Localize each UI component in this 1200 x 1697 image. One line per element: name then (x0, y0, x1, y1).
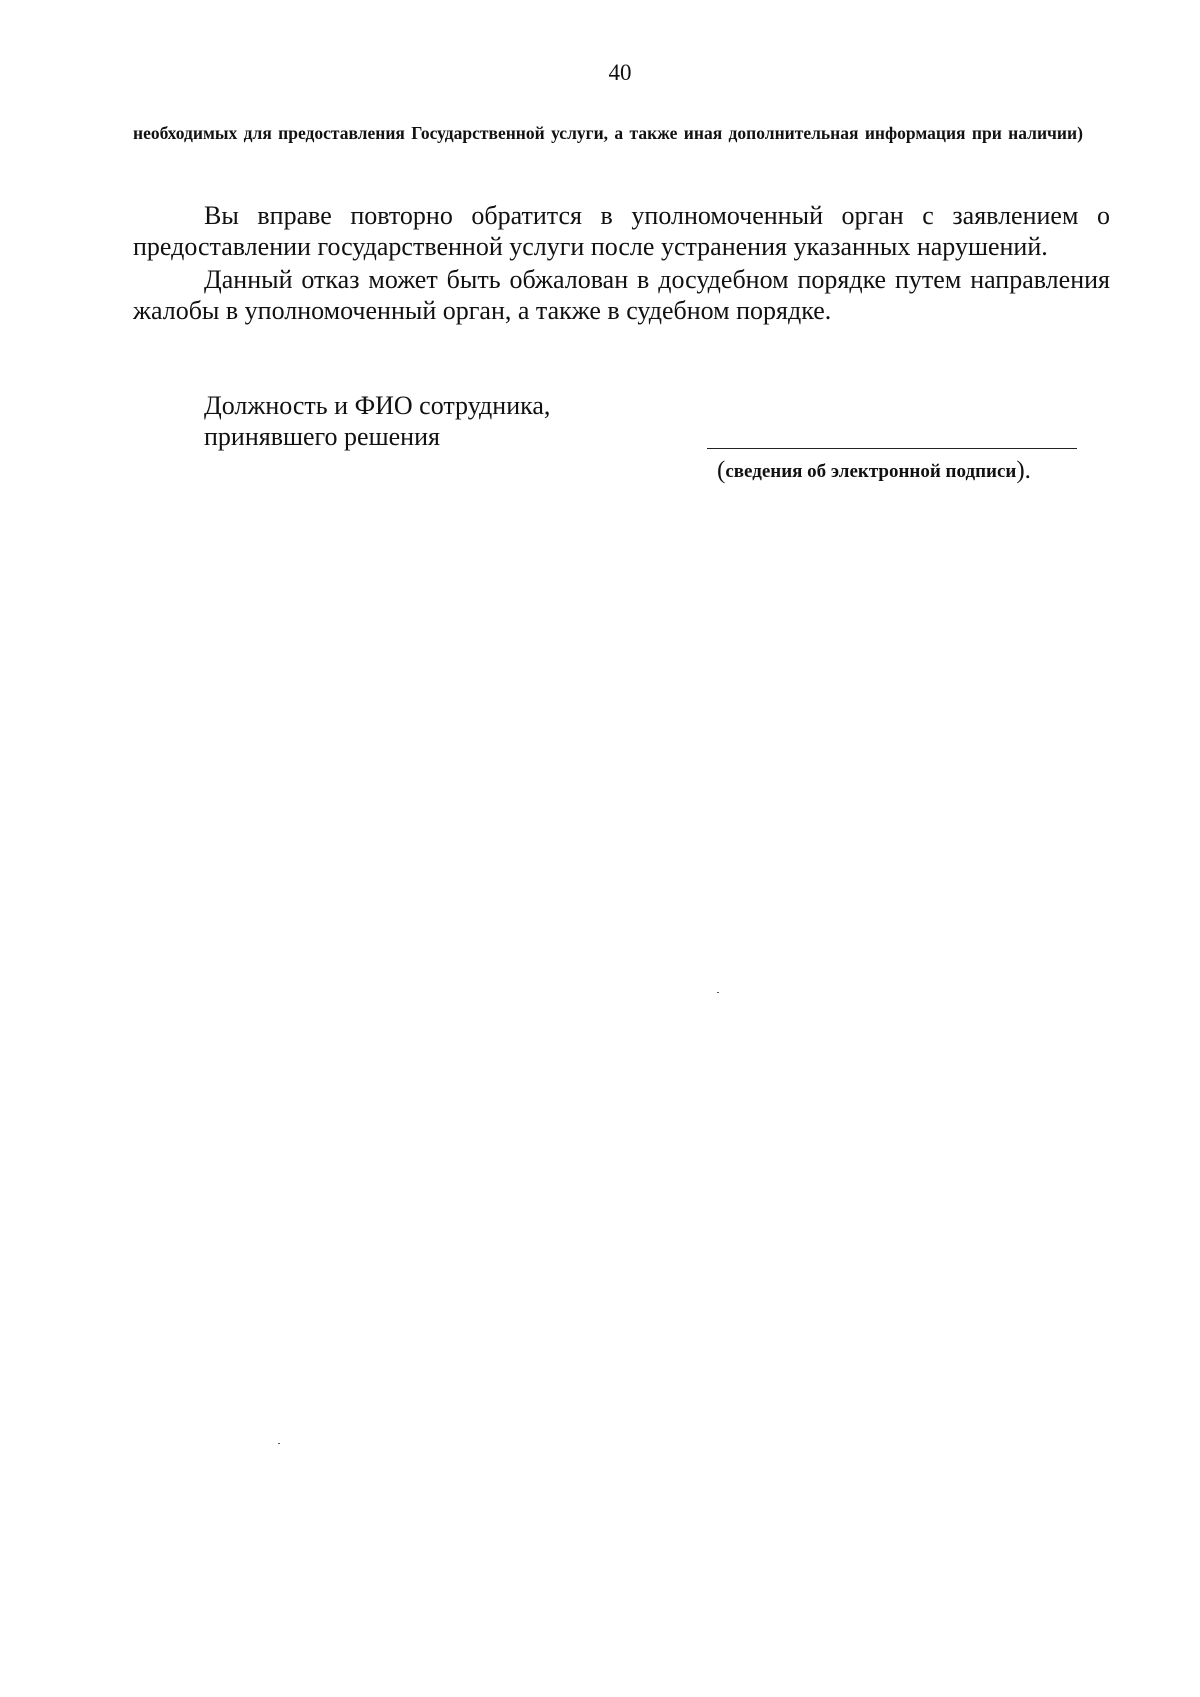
body-paragraph-appeal: Данный отказ может быть обжалован в досудебном порядке путем направления жалобы в уполномоченный орган, а также в судебном порядке. (133, 265, 1110, 325)
scan-speck (717, 992, 719, 993)
caption-close-paren: ). (1016, 457, 1031, 484)
body-paragraph-reapply: Вы вправе повторно обратится в уполномоченный орган с заявлением о предоставлении государственной услуги после устранения указанных нарушений. (133, 201, 1110, 261)
scan-speck (278, 1443, 280, 1444)
page-number: 40 (608, 60, 632, 85)
signature-caption (717, 459, 1031, 484)
signer-label-line-1: Должность и ФИО сотрудника, (204, 391, 551, 420)
caption-text: сведения об электронной подписи (725, 461, 1017, 482)
signer-label-line-2: принявшего решения (204, 422, 440, 451)
note-text: необходимых для предоставления Государственной услуги, а также иная дополнительная информация при наличии) (133, 123, 1083, 143)
caption-open-paren: ( (717, 457, 726, 484)
signer-label (204, 390, 550, 452)
signature-line (707, 448, 1077, 449)
